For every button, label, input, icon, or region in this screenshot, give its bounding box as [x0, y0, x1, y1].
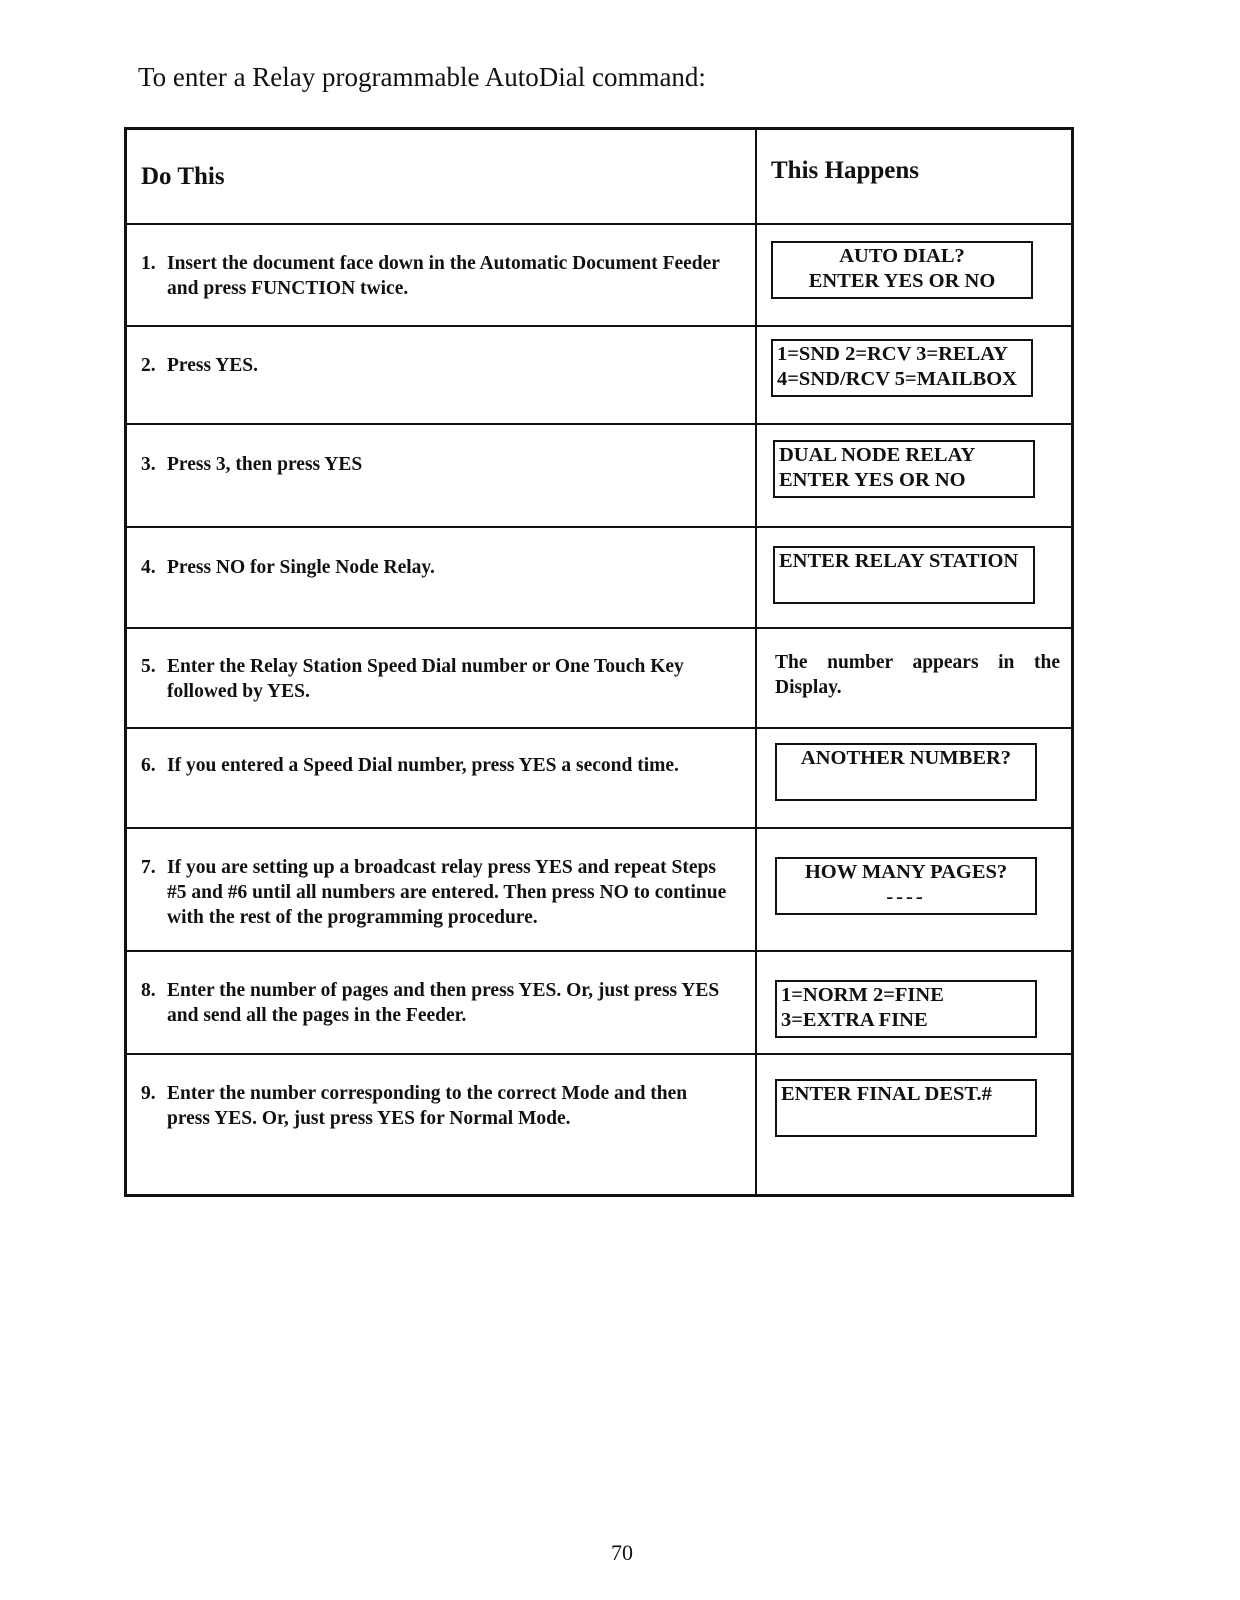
- step-text: Enter the Relay Station Speed Dial number or One Touch Key followed by YES.: [167, 656, 684, 702]
- step-text: If you entered a Speed Dial number, press YES a second time.: [167, 755, 679, 776]
- result-text: The number appears in the Display.: [775, 652, 1060, 698]
- lcd-display: [771, 339, 1033, 397]
- step-number: 4.: [141, 557, 156, 578]
- step-row-5: [127, 627, 1071, 727]
- display-line: ENTER YES OR NO: [779, 469, 966, 491]
- step-number: 7.: [141, 857, 156, 878]
- procedure-table: [124, 127, 1074, 1197]
- step-instruction: [141, 251, 731, 301]
- step-text: Enter the number of pages and then press YES. Or, just press YES and send all the pages in the Feeder.: [167, 980, 720, 1026]
- display-line: ENTER FINAL DEST.#: [781, 1083, 992, 1105]
- step-number: 3.: [141, 454, 156, 475]
- display-line: 1=NORM 2=FINE: [781, 984, 944, 1006]
- this-happens-header: This Happens: [771, 157, 919, 184]
- step-instruction: [141, 555, 731, 580]
- step-text: Press NO for Single Node Relay.: [167, 557, 435, 578]
- lcd-display: [775, 1079, 1037, 1137]
- display-line: ENTER RELAY STATION: [779, 550, 1019, 572]
- step-row-8: [127, 950, 1071, 1053]
- lcd-display: [775, 980, 1037, 1038]
- page-number: 70: [611, 1540, 633, 1565]
- intro-heading: To enter a Relay programmable AutoDial command:: [138, 62, 706, 92]
- step-row-9: [127, 1053, 1071, 1194]
- step-row-7: [127, 827, 1071, 950]
- step-text: Enter the number corresponding to the correct Mode and then press YES. Or, just press YES for Normal Mode.: [167, 1083, 688, 1129]
- display-line: AUTO DIAL?: [839, 245, 965, 267]
- step-number: 1.: [141, 253, 156, 274]
- lcd-display: [775, 857, 1037, 915]
- step-text: Insert the document face down in the Automatic Document Feeder and press FUNCTION twice.: [167, 253, 720, 299]
- step-instruction: [141, 654, 731, 704]
- step-number: 6.: [141, 755, 156, 776]
- lcd-display: [773, 546, 1035, 604]
- step-row-6: [127, 727, 1071, 827]
- lcd-display: [771, 241, 1033, 299]
- display-line: HOW MANY PAGES?: [804, 861, 1008, 883]
- display-line: 3=EXTRA FINE: [781, 1009, 928, 1031]
- lcd-display: [775, 743, 1037, 801]
- step-instruction: [141, 1081, 731, 1131]
- step-instruction: [141, 353, 731, 378]
- step-text: Press YES.: [167, 355, 259, 376]
- display-line: ANOTHER NUMBER?: [800, 747, 1012, 769]
- display-line: DUAL NODE RELAY: [779, 444, 976, 466]
- step-instruction: [141, 978, 731, 1028]
- display-line: 4=SND/RCV 5=MAILBOX: [777, 368, 1017, 390]
- header-row: [127, 130, 1071, 225]
- step-row-2: [127, 325, 1071, 423]
- step-number: 9.: [141, 1083, 156, 1104]
- step-number: 5.: [141, 656, 156, 677]
- step-row-1: [127, 223, 1071, 325]
- step-number: 8.: [141, 980, 156, 1001]
- step-row-3: [127, 423, 1071, 526]
- display-line: 1=SND 2=RCV 3=RELAY: [777, 343, 1008, 365]
- display-line: ----: [886, 886, 926, 908]
- display-line: ENTER YES OR NO: [808, 270, 996, 292]
- step-row-4: [127, 526, 1071, 627]
- step-text: Press 3, then press YES: [167, 454, 363, 475]
- step-instruction: [141, 753, 741, 778]
- step-instruction: [141, 855, 731, 930]
- step-number: 2.: [141, 355, 156, 376]
- step-instruction: [141, 452, 731, 477]
- do-this-header: Do This: [141, 163, 225, 190]
- lcd-display: [773, 440, 1035, 498]
- step-text: If you are setting up a broadcast relay press YES and repeat Steps #5 and #6 until all numbers are entered. Then press NO to continue with the rest of the programming procedure.: [167, 857, 727, 928]
